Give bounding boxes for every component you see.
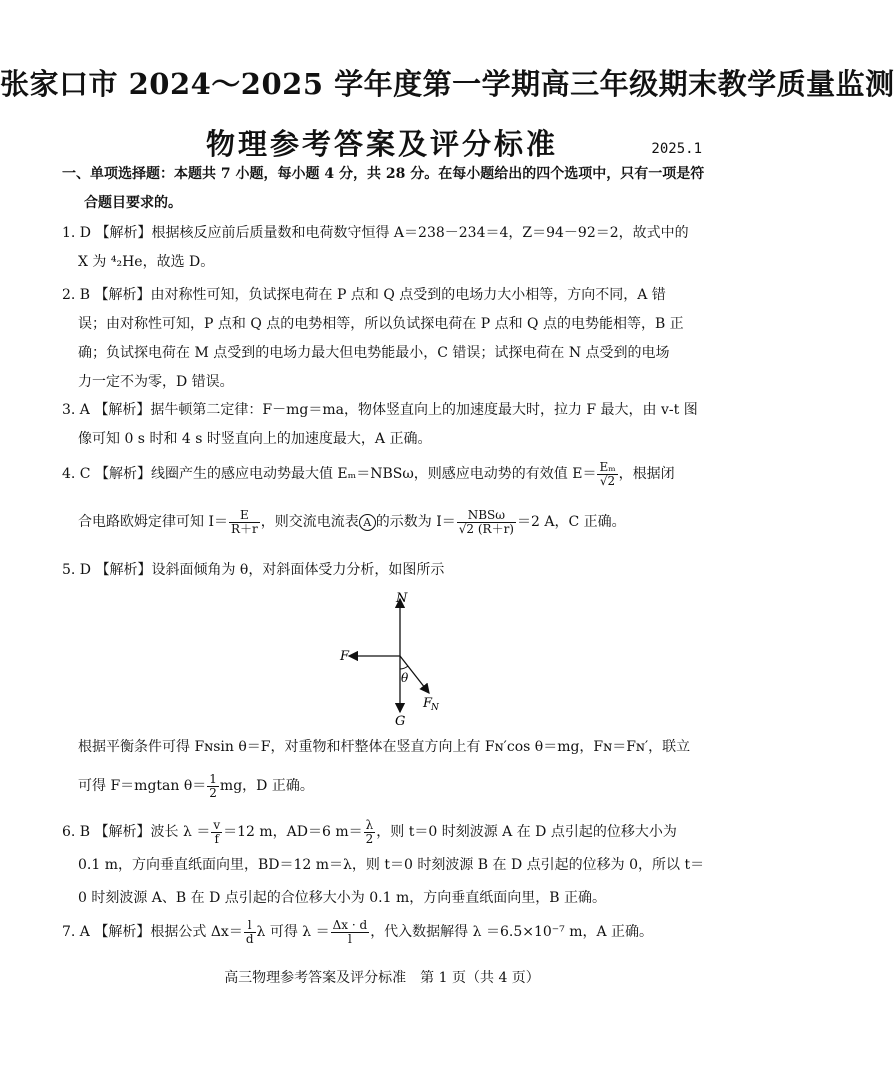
document-date: 2025.1: [651, 141, 702, 157]
question-line: 力一定不为零，D 错误。: [78, 374, 234, 390]
section-heading-line: 一、单项选择题：本题共 7 小题，每小题 4 分，共 28 分。在每小题给出的四个选项中，只有一项是符: [62, 166, 705, 182]
fraction-numerator: NBSω: [457, 509, 516, 523]
fraction-numerator: Δx · d: [332, 917, 368, 932]
text-segment: 7. A 【解析】根据公式 Δx＝: [62, 924, 243, 940]
label-n: N: [396, 591, 408, 606]
text-segment: ，根据闭: [618, 466, 675, 482]
question-4: [62, 460, 712, 537]
document-title: 张家口市 2024～2025 学年度第一学期高三年级期末教学质量监测: [0, 67, 895, 101]
text-segment: ，则 t＝0 时刻波源 A 在 D 点引起的位移大小为: [376, 824, 677, 840]
question-line: 像可知 0 s 时和 4 s 时竖直向上的加速度最大，A 正确。: [78, 431, 432, 447]
fraction: [457, 509, 516, 536]
question-line: [62, 772, 712, 801]
theta-arc: [400, 666, 408, 669]
label-fn: F: [423, 696, 433, 711]
fraction: [211, 819, 222, 846]
section-heading-line: 合题目要求的。: [84, 195, 182, 211]
question-line: 根据平衡条件可得 Fɴsin θ＝F，对重物和杆整体在竖直方向上有 Fɴ′cos θ＝mg，Fɴ＝Fɴ′，联立: [78, 739, 691, 755]
question-6: [62, 818, 712, 913]
text-segment: 合电路欧姆定律可知 I＝: [78, 514, 228, 530]
label-f: F: [340, 649, 350, 664]
fraction-numerator: l: [244, 919, 256, 933]
fraction-numerator: Eₘ: [599, 459, 616, 474]
question-line: [62, 508, 712, 537]
fraction-denominator: f: [214, 831, 219, 846]
question-line: 确；负试探电荷在 M 点受到的电场力最大但电势能最小，C 错误；试探电荷在 N 点受到的电场: [78, 345, 670, 361]
section-heading: [62, 160, 712, 218]
fraction: [244, 919, 256, 946]
ammeter-symbol: A: [359, 514, 376, 531]
fraction: [597, 461, 617, 488]
text-segment: λ 可得 λ ＝: [256, 924, 330, 940]
page-footer: 高三物理参考答案及评分标准 第 1 页（共 4 页）: [224, 970, 540, 986]
question-1: [62, 219, 712, 277]
question-line: 0.1 m，方向垂直纸面向里，BD＝12 m＝λ，则 t＝0 时刻波源 B 在 D 点引起的位移为 0，所以 t＝: [78, 857, 705, 873]
fraction-denominator: l: [347, 931, 352, 946]
fraction-numerator: 1: [209, 771, 217, 786]
question-line: 0 时刻波源 A、B 在 D 点引起的合位移大小为 0.1 m，方向垂直纸面向里，B 正确。: [78, 890, 606, 906]
question-5-continued: [62, 733, 712, 801]
text-segment: ＝2 A，C 正确。: [516, 514, 626, 530]
text-segment: mg，D 正确。: [219, 778, 314, 794]
question-line: [62, 818, 712, 847]
question-line: [62, 460, 712, 489]
question-line: X 为 ⁴₂He，故选 D。: [78, 254, 215, 270]
question-line: 2. B 【解析】由对称性可知，负试探电荷在 P 点和 Q 点受到的电场力大小相等，方向不同，A 错: [62, 287, 666, 303]
question-line: 1. D 【解析】根据核反应前后质量数和电荷数守恒得 A＝238－234＝4，Z＝94－92＝2，故式中的: [62, 225, 689, 241]
fraction-denominator: 2: [365, 831, 374, 846]
label-theta: θ: [401, 671, 409, 685]
question-3: [62, 396, 712, 454]
fraction-numerator: E: [229, 509, 260, 523]
fraction-denominator: √2 (R＋r): [458, 521, 514, 536]
question-7: [62, 918, 712, 947]
text-segment: ，代入数据解得 λ ＝6.5×10⁻⁷ m，A 正确。: [370, 924, 654, 940]
fraction-numerator: λ: [364, 819, 376, 833]
fraction: [207, 773, 219, 800]
fraction-numerator: v: [213, 817, 221, 832]
text-segment: ，则交流电流表: [260, 514, 359, 530]
question-line: 3. A 【解析】据牛顿第二定律：F－mg＝ma，物体竖直向上的加速度最大时，拉力 F 最大，由 v-t 图: [62, 402, 698, 418]
question-line: 误；由对称性可知，P 点和 Q 点的电势相等，所以负试探电荷在 P 点和 Q 点的电势能相等，B 正: [78, 316, 684, 332]
question-2: [62, 281, 712, 397]
fraction-denominator: 2: [209, 785, 217, 800]
text-segment: 的示数为 I＝: [375, 514, 456, 530]
text-segment: ＝12 m，AD＝6 m＝: [223, 824, 363, 840]
text-segment: 6. B 【解析】波长 λ ＝: [62, 824, 211, 840]
document-subtitle: 物理参考答案及评分标准: [205, 127, 558, 161]
fraction-denominator: R＋r: [230, 521, 258, 536]
force-diagram: [330, 585, 460, 730]
text-segment: 可得 F＝mgtan θ＝: [78, 778, 207, 794]
question-line: 5. D 【解析】设斜面倾角为 θ，对斜面体受力分析，如图所示: [62, 562, 445, 578]
label-g: G: [395, 714, 406, 729]
fraction: [364, 819, 376, 846]
question-line: [62, 918, 712, 947]
fraction-denominator: √2: [599, 473, 616, 488]
fraction: [331, 919, 370, 946]
fraction: [229, 509, 260, 536]
fraction-denominator: d: [245, 931, 254, 946]
label-fn-subscript: N: [431, 703, 439, 713]
text-segment: 4. C 【解析】线圈产生的感应电动势最大值 Eₘ＝NBSω，则感应电动势的有效值 E＝: [62, 466, 597, 482]
question-5: [62, 556, 712, 585]
